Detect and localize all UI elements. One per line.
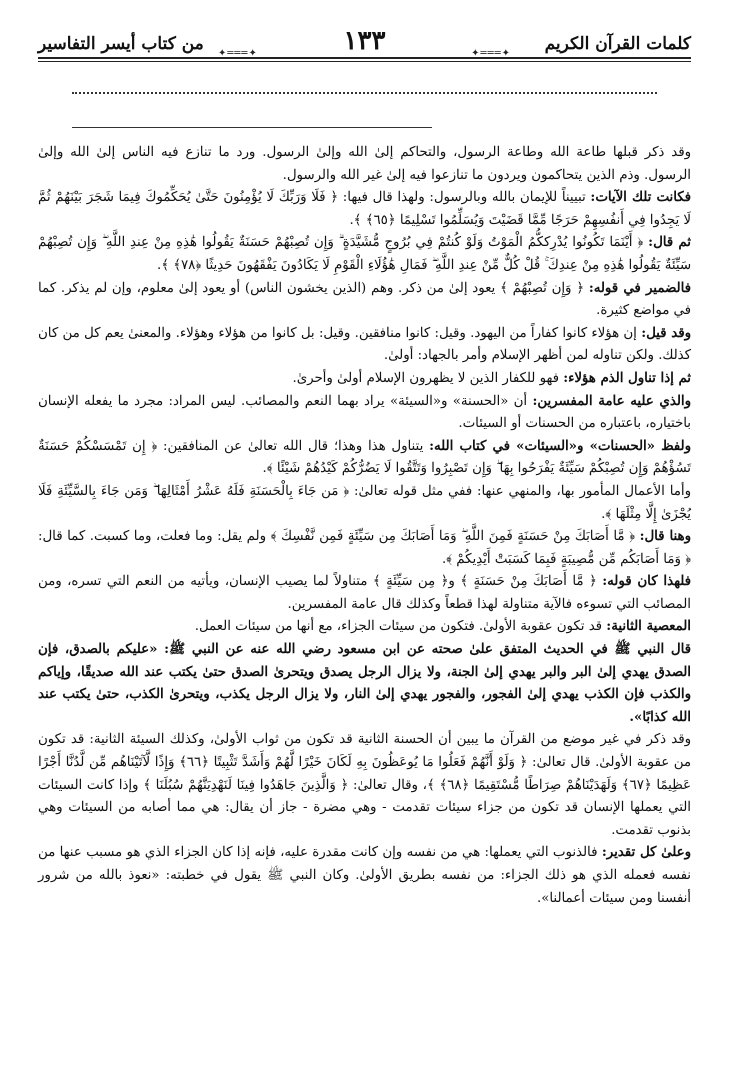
paragraph-text: أن «الحسنة» و«السيئة» يراد بهما النعم والمصائب. ليس المراد: مجرد ما يفعله الإنسان باختياره، باعتباره من الحسنات أو السيئات. (38, 393, 691, 432)
paragraph-text: يتناول هذا وهذا؛ قال الله تعالىٰ عن المنافقين: ﴿ إِن تَمْسَسْكُمْ حَسَنَةٌ تَسُؤْهُمْ وَإِن تُصِبْكُمْ سَيِّئَةٌ يَفْرَحُوا بِهَا ۖ وَإِن تَصْبِرُوا وَتَتَّقُوا لَا يَضُرُّكُمْ كَيْدُهُمْ شَيْئًا ﴾. (38, 438, 691, 477)
paragraph (38, 729, 691, 842)
paragraph (38, 187, 691, 232)
paragraph-label: فلهذا كان قوله: (602, 574, 691, 590)
paragraph-text: وأما الأعمال المأمور بها، والمنهي عنها: ففي مثل قوله تعالىٰ: ﴿ مَن جَاءَ بِالْحَسَنَةِ فَلَهُ عَشْرُ أَمْثَالِهَا ۖ وَمَن جَاءَ بِالسَّيِّئَةِ فَلَا يُجْزَىٰ إِلَّا مِثْلَهَا ﴾. (38, 483, 691, 522)
paragraph (38, 391, 691, 436)
paragraph-text: فالذنوب التي يعملها: هي من نفسه وإن كانت مقدرة عليه، فإنه إذا كان الجزاء الذي هو مسبب عنها من نفسه فعمله الذي هو ذلك الجزاء: من نفسه بطريق الأولىٰ. وكان النبي ﷺ يقول في خطبته: «نعوذ بالله من شرور أنفسنا ومن سيئات أعمالنا». (38, 845, 691, 906)
paragraph-label: فالضمير في قوله: (588, 280, 691, 296)
paragraph-text: وقد ذكر قبلها طاعة الله وطاعة الرسول، والتحاكم إلىٰ الله وإلىٰ الرسول. ورد ما تنازع فيه الناس إلىٰ الله وإلىٰ الرسول. وذم الذين يتحاكمون ويردون ما تنازعوا فيه إلىٰ غير الله والرسول. (38, 145, 691, 183)
dotted-separator (72, 92, 657, 94)
paragraph (38, 278, 691, 323)
paragraph (38, 232, 691, 277)
paragraph-label: وعلىٰ كل تقدير: (601, 845, 691, 861)
page-number: ١٣٣ (343, 26, 386, 56)
paragraph-text: ﴿ مَّا أَصَابَكَ مِنْ حَسَنَةٍ ﴾ و﴿ مِن سَيِّئَةٍ ﴾ متناولاً لما يصيب الإنسان، ويأتيه من النعم التي تسره، ومن المصائب التي تسوءه فالآية متناولة لهذا قطعاً وكذلك قال عامة المفسرين. (38, 574, 691, 612)
paragraph (38, 323, 691, 368)
page-header (38, 26, 691, 76)
paragraph-label: ولفظ «الحسنات» و«السيئات» في كتاب الله: (429, 438, 692, 454)
paragraph-text: فهو للكفار الذين لا يظهرون الإسلام أولىٰ وأحرىٰ. (292, 370, 559, 386)
paragraph-text: ﴿ وَإِن تُصِبْهُمْ ﴾ يعود إلىٰ من ذكر. وهم (الذين يخشون الناس) أو يعود إلىٰ معلوم، وإن لم يذكر. كما في مواضع كثيرة. (38, 280, 691, 319)
paragraph-text: إن هؤلاء كانوا كفاراً من اليهود. وقيل: كانوا منافقين. وقيل: بل كانوا من هؤلاء وهؤلاء. والمعنىٰ يعم كل من كان كذلك. ولكن تناوله لمن أظهر الإسلام وأمر بالجهاد: أولىٰ. (38, 325, 691, 364)
page-body (38, 142, 691, 910)
book-title: كلمات القرآن الكريم (544, 34, 691, 54)
paragraph-label: المعصية الثانية: (606, 619, 691, 635)
paragraph (38, 526, 691, 571)
paragraph-label: ثم قال: (648, 235, 691, 251)
paragraph-text: ﴿ أَيْنَمَا تَكُونُوا يُدْرِككُّمُ الْمَوْتُ وَلَوْ كُنتُمْ فِي بُرُوجٍ مُّشَيَّدَةٍ ۗ وَإِن تُصِبْهُمْ حَسَنَةٌ يَقُولُوا هَٰذِهِ مِنْ عِندِ اللَّهِ ۖ وَإِن تُصِبْهُمْ سَيِّئَةٌ يَقُولُوا هَٰذِهِ مِنْ عِندِكَ ۚ قُلْ كُلٌّ مِّنْ عِندِ اللَّهِ ۖ فَمَالِ هَٰؤُلَاءِ الْقَوْمِ لَا يَكَادُونَ يَفْقَهُونَ حَدِيثًا ﴿٧٨﴾ ﴾. (38, 235, 691, 273)
header-rule (38, 57, 691, 59)
book-source: من كتاب أيسر التفاسير (38, 34, 204, 54)
paragraph-label: وقد قيل: (641, 325, 692, 341)
paragraph-hadith (38, 639, 691, 729)
paragraph (38, 142, 691, 187)
paragraph-text: تبييناً للإيمان بالله وبالرسول: ولهذا قال فيها: ﴿ فَلَا وَرَبِّكَ لَا يُؤْمِنُونَ حَتَّىٰ يُحَكِّمُوكَ فِيمَا شَجَرَ بَيْنَهُمْ ثُمَّ لَا يَجِدُوا فِي أَنفُسِهِمْ حَرَجًا مِّمَّا قَضَيْتَ وَيُسَلِّمُوا تَسْلِيمًا ﴿٦٥﴾ ﴾. (38, 190, 691, 228)
paragraph (38, 842, 691, 910)
paragraph-label: فكانت تلك الآيات: (590, 190, 691, 206)
header-rule-thin (38, 61, 691, 62)
paragraph-text: ﴿ مَّا أَصَابَكَ مِنْ حَسَنَةٍ فَمِنَ اللَّهِ ۖ وَمَا أَصَابَكَ مِن سَيِّئَةٍ فَمِن نَّفْسِكَ ﴾ ولم يقل: وما فعلت، وما كسبت. كما قال: ﴿ وَمَا أَصَابَكُم مِّن مُّصِيبَةٍ فَبِمَا كَسَبَتْ أَيْدِيكُمْ ﴾. (38, 529, 691, 567)
ornament-right: ✦═══✦ (471, 48, 511, 59)
paragraph (38, 571, 691, 616)
paragraph-text: قد تكون عقوبة الأولىٰ. فتكون من سيئات الجزاء، مع أنها من سيئات العمل. (194, 619, 603, 635)
ornament-left: ✦═══✦ (218, 48, 258, 59)
paragraph-label: والذي عليه عامة المفسرين: (532, 393, 691, 409)
footnote-rule (72, 127, 432, 128)
paragraph (38, 368, 691, 391)
paragraph (38, 436, 691, 481)
paragraph (38, 481, 691, 526)
paragraph-label: ثم إذا تناول الذم هؤلاء: (563, 370, 691, 386)
paragraph-label: وهنا قال: (639, 529, 691, 545)
paragraph-text: قال النبي ﷺ في الحديث المتفق علىٰ صحته عن ابن مسعود رضي الله عنه عن النبي ﷺ: «عليكم بالصدق، فإن الصدق يهدي إلىٰ البر والبر يهدي إلىٰ الجنة، ولا يزال الرجل يصدق ويتحرىٰ الصدق حتىٰ يكتب عند الله صديقًا، وإياكم والكذب فإن الكذب يهدي إلىٰ الفجور، والفجور يهدي إلىٰ النار، ولا يزال الرجل يكذب، ويتحرىٰ الكذب، حتىٰ يكتب عند الله كذابًا». (38, 642, 691, 725)
paragraph (38, 616, 691, 639)
paragraph-text: وقد ذكر في غير موضع من القرآن ما يبين أن الحسنة الثانية قد تكون من ثواب الأولىٰ، وكذلك السيئة الثانية: قد تكون من عقوبة الأولىٰ. قال تعالىٰ: ﴿ وَلَوْ أَنَّهُمْ فَعَلُوا مَا يُوعَظُونَ بِهِ لَكَانَ خَيْرًا لَّهُمْ وَأَشَدَّ تَثْبِيتًا ﴿٦٦﴾ وَإِذًا لَّآتَيْنَاهُم مِّن لَّدُنَّا أَجْرًا عَظِيمًا ﴿٦٧﴾ وَلَهَدَيْنَاهُمْ صِرَاطًا مُّسْتَقِيمًا ﴿٦٨﴾ ﴾، وقال تعالىٰ: ﴿ وَالَّذِينَ جَاهَدُوا فِينَا لَنَهْدِيَنَّهُمْ سُبُلَنَا ﴾ وإذا كانت السيئات التي يعملها الإنسان قد تكون من جزاء سيئات تقدمت - وهي مضرة - جاز أن يقال: هي مما أصابه من السيئات وهي بذنوب تقدمت. (38, 732, 691, 838)
